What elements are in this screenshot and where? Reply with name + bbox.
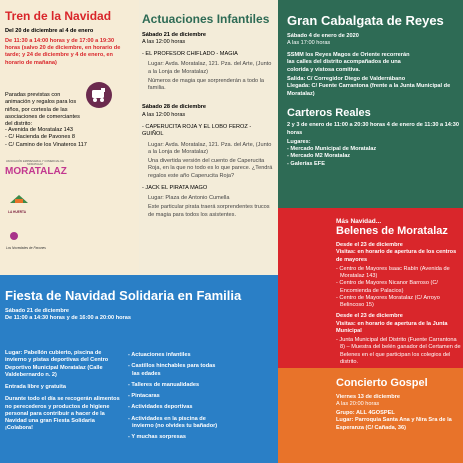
gospel-place: Lugar: Parroquia Santa Ana y Nira Sra de la Esperanza (C/ Cañada, 36) [336,417,452,431]
event-time: A las 12:00 horas [142,38,186,45]
belen-item: - Centro de Mayores Isaac Rabín (Avenida de Moratalaz 143) [336,265,450,280]
actuaciones-title: Actuaciones Infantiles [142,12,270,26]
event-name: - EL PROFESOR CHIFLADO - MAGIA [142,51,238,58]
belenes-kicker: Más Navidad... [336,218,382,225]
cabalgata-end: Llegada: C/ Fuente Carrantona (frente a la Junta Municipal de Moratalaz) [287,83,451,97]
event-desc: Una divertida versión del cuento de Caperucita Roja, en la que no todo es lo que parece. ¿Tendrá regalos este año Caperucita Roja? [148,158,273,179]
wave-divider [278,368,463,376]
belenes-panel [278,208,463,368]
cabalgata-desc: SSMM los Reyes Magos de Oriente recorrerán las calles del distrito acompañados de una colorida y vistosa comitiva. [287,52,410,73]
event-place: Lugar: Avda. Moratalaz, 121. Pza. del Arte, (Junto a la Lonja de Moratalaz) [148,141,272,155]
event-name: - JACK EL PIRATA MAGO [142,184,208,191]
tren-stop: - Avenida de Moratalaz 143 [5,127,73,133]
tren-stops-intro: Paradas previstas con animación y regalos para los niños, por cortesía de las asociaciones de comerciantes del distrito: [5,92,80,128]
event-date: Sábado 21 de diciembre [142,31,207,38]
fiesta-title: Fiesta de Navidad Solidaria en Familia [5,288,242,303]
carteros-place: - Mercado Municipal de Moratalaz [287,146,377,153]
fiesta-solidarity: Durante todo el día se recogerán alimentos no perecederos y productos de higiene personal para contribuir a hacer de la Navidad una gran Fiesta Solidaria ¡Colabora! [5,396,120,432]
activity-item: - Actividades deportivas [128,404,193,411]
fiesta-activities [128,352,220,441]
belen-item: - Junta Municipal del Distrito (Fuente Carrantona 8) – Muestra del belén ganador del Certamen de Belenes en el que participan los colegios del distrito. [336,337,461,365]
gospel-time: A las 20:00 horas [336,400,380,407]
tren-stops [5,127,135,149]
fiesta-entry: Entrada libre y gratuita [5,384,66,391]
tren-title: Tren de la Navidad [5,9,112,23]
fiesta-place: Lugar: Pabellón cubierto, piscina de invierno y pistas deportivas del Centro Deportivo Municipal Moratalaz (Calle Valdebernardo n. 2) [5,350,109,378]
tren-stop: - C/ Camino de los Vinateros 117 [5,141,87,148]
carteros-title: Carteros Reales [287,106,371,119]
event-place: Lugar: Plaza de Antonio Cumella [148,195,230,202]
la-huerta-logo-icon [8,193,30,205]
carteros-place: - Mercado M2 Moratalaz [287,153,351,160]
cabalgata-date: Sábado 4 de enero de 2020 [287,32,359,39]
gospel-title: Concierto Gospel [336,377,428,389]
belen-item: - Centro de Mayores Nicanor Barroso (C/ Encomienda de Palacios) [336,280,438,294]
gospel-date: Viernes 13 de diciembre [336,393,400,400]
cabalgata-title: Gran Cabalgata de Reyes [287,13,444,28]
event-place: Lugar: Avda. Moratalaz, 121. Pza. del Arte, (Junto a la Lonja de Moratalaz) [148,61,272,75]
fiesta-time: De 11:00 a 14:30 horas y de 16:00 a 20:00 horas [5,314,131,321]
belen-date: Desde el 23 de diciembre [336,313,403,320]
tren-stop: - C/ Hacienda de Pavones 8 [5,134,75,141]
cabalgata-time: A las 17:00 horas [287,39,331,46]
gospel-group: Grupo: ALL 4GOSPEL [336,410,395,417]
event-desc: Este particular pirata traerá sorprendentes trucos de magia para todos los asistentes. [148,204,270,218]
train-icon [86,82,112,108]
event-desc: Números de magia que sorprenderán a todo la familia. [148,77,264,92]
cabalgata-start: Salida: C/ Corregidor Diego de Valderrábano [287,75,406,82]
logo-la-huerta: LA HUERTA [8,192,38,214]
wave-divider [278,208,463,216]
tren-panel [0,0,139,275]
activity-item: - Actuaciones infantiles [128,352,191,358]
belen-visit: Visitas: en horario de apertura de los centros de mayores [336,249,457,263]
logo-asociacion: ASOCIACIÓN EMPRESARIAL Y COMERCIAL DE MORATALAZ MORATALAZ [5,160,67,178]
activity-item: - Pintacaras [128,393,160,400]
activity-item: - Talleres de manualidades [128,381,200,388]
activity-item: - Y muchas sorpresas [128,434,186,441]
event-name: - CAPERUCITA ROJA Y EL LOBO FEROZ - GUIÑOL [142,123,252,138]
carteros-place: - Galerías EFE [287,160,325,167]
fiesta-panel [0,275,278,463]
activity-item: - Actividades en la piscina de invierno (no olvides tu bañador) [128,415,218,429]
gospel-panel [278,368,463,463]
belen-visit: Visitas: en horario de apertura de la Junta Municipal [336,320,448,334]
cabalgata-panel [278,0,463,208]
belen-date: Desde el 23 de diciembre [336,241,403,248]
logo-novedades-pavones: Los Novedades de Pavones [6,228,66,250]
carteros-places-label: Lugares: [287,138,311,145]
novedades-logo-icon [6,231,22,241]
event-date: Sábado 28 de diciembre [142,104,207,111]
carteros-dates: 2 y 3 de enero de 11:00 a 20:30 horas 4 de enero de 11:30 a 14:30 horas [287,122,459,136]
fiesta-date: Sábado 21 de diciembre [5,307,70,314]
tren-dates: Del 20 de diciembre al 4 de enero [5,27,94,34]
wave-divider [0,275,278,283]
event-time: A las 12:00 horas [142,111,186,118]
belen-item: - Centro de Mayores Moratalaz (C/ Arroyo Belincoso 15) [336,294,440,309]
activity-item: - Castillos hinchables para todas las edades [128,363,216,377]
tren-hours: De 11:30 a 14:00 horas y de 17:00 a 19:30 horas (salvo 20 de diciembre, en horario de tarde; y 24 de diciembre y 4 de enero, en horario de mañana) [5,37,121,66]
actuaciones-panel [139,0,278,275]
belenes-title: Belenes de Moratalaz [336,225,448,238]
